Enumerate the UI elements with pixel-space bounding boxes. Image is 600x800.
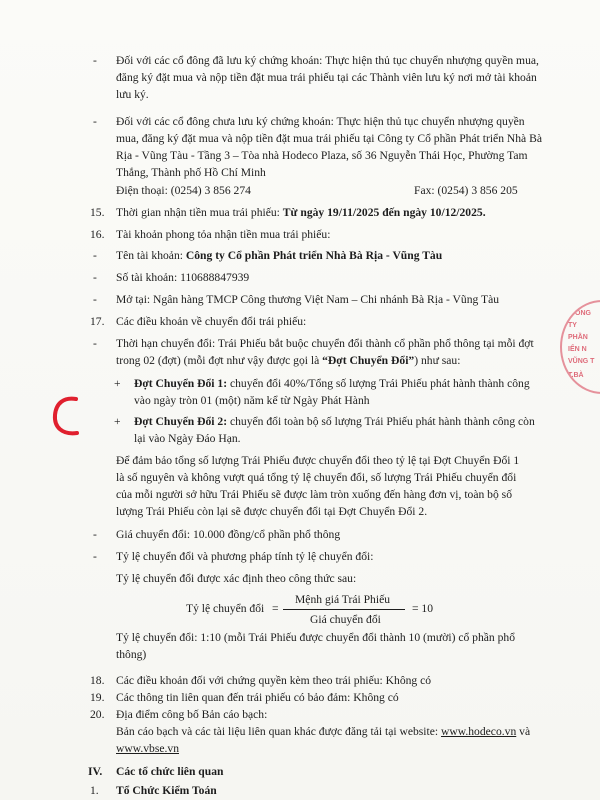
- para-line3: của mỗi người sở hữu Trái Phiếu sẽ được làm tròn xuống đến hàng đơn vị, toàn bộ số: [116, 488, 512, 501]
- phase2-text: chuyển đổi toàn bộ số lượng Trái Phiếu phát hành thành công còn: [229, 415, 535, 428]
- bullet2-line1: Đối với các cổ đông chưa lưu ký chứng khoán: Thực hiện thủ tục chuyển nhượng quyền: [116, 115, 525, 128]
- item-number: 20.: [90, 708, 105, 721]
- bullet-dash: -: [93, 528, 97, 541]
- phase2-title: Đợt Chuyển Đổi 2:: [134, 415, 230, 428]
- formula-numerator: Mệnh giá Trái Phiếu: [295, 593, 391, 606]
- formula-result: = 10: [412, 602, 434, 615]
- bullet2-line4: Thắng, Thành phố Hồ Chí Minh: [116, 166, 266, 179]
- bullet1-line2: đăng ký đặt mua và nộp tiền đặt mua trái phiếu tại các Thành viên lưu ký nơi mở tài khoản: [116, 71, 537, 84]
- item17-label: Các điều khoản về chuyển đổi trái phiếu:: [116, 315, 307, 328]
- bullet2-line3: Rịa - Vũng Tàu - Tầng 3 – Tòa nhà Hodeco Plaza, số 36 Nguyễn Thái Học, Phường Tam: [116, 149, 528, 162]
- term-line2: [116, 353, 460, 368]
- conversion-price: Giá chuyển đổi: 10.000 đồng/cổ phần phổ thông: [116, 528, 341, 541]
- section-title: Các tổ chức liên quan: [116, 765, 224, 778]
- account-name: [116, 248, 442, 263]
- item-number: 16.: [90, 228, 105, 241]
- bullet-dash: -: [93, 54, 97, 67]
- item-number: 17.: [90, 315, 105, 328]
- bullet-dash: -: [93, 271, 97, 284]
- red-pen-mark-icon: [50, 395, 80, 439]
- vbse-link[interactable]: www.vbse.vn: [116, 742, 180, 755]
- item20-line2-b: và: [516, 725, 531, 738]
- bank-name: Mở tại: Ngân hàng TMCP Công thương Việt Nam – Chi nhánh Bà Rịa - Vũng Tàu: [116, 293, 500, 306]
- item20-line3: [116, 741, 179, 756]
- item-number: 18.: [90, 674, 105, 687]
- ratio-title: Tỷ lệ chuyển đổi và phương pháp tính tỷ lệ chuyển đổi:: [116, 550, 374, 563]
- phone-text: Điện thoại: (0254) 3 856 274: [116, 184, 251, 197]
- item15-text: [116, 205, 486, 220]
- account-name-label: Tên tài khoản:: [116, 249, 186, 262]
- term-line2-b: “Đợt Chuyển Đổi”: [322, 354, 415, 367]
- bullet-dash: -: [93, 115, 97, 128]
- item18-text: Các điều khoản đối với chứng quyền kèm theo trái phiếu: Không có: [116, 674, 432, 687]
- phase1-title: Đợt Chuyển Đổi 1:: [134, 377, 230, 390]
- term-line2-a: trong 02 (đợt) (mỗi đợt như vậy được gọi là: [116, 354, 323, 367]
- bullet-dash: -: [93, 550, 97, 563]
- account-name-value: Công ty Cổ phần Phát triển Nhà Bà Rịa - Vũng Tàu: [185, 249, 443, 262]
- phase1-line2: vào ngày tròn 01 (một) năm kể từ Ngày Phát Hành: [134, 394, 370, 407]
- para-line2: là số nguyên và không vượt quá tổng tỷ lệ chuyển đổi, số lượng Trái Phiếu chuyển đổi: [116, 471, 517, 484]
- term-line2-c: ) như sau:: [414, 354, 461, 367]
- item19-text: Các thông tin liên quan đến trái phiếu có bảo đảm: Không có: [116, 691, 399, 704]
- phase2-line2: lại vào Ngày Đáo Hạn.: [134, 432, 241, 445]
- bullet-plus: +: [114, 377, 121, 390]
- formula-denominator: Giá chuyển đổi: [310, 613, 381, 626]
- hodeco-link[interactable]: www.hodeco.vn: [441, 725, 517, 738]
- para-line4: lượng Trái Phiếu còn lại sẽ được chuyển đổi tại Đợt Chuyển Đổi 2.: [116, 505, 428, 518]
- item-number: 15.: [90, 206, 105, 219]
- item-number: 19.: [90, 691, 105, 704]
- fax-text: Fax: (0254) 3 856 205: [414, 184, 518, 197]
- item20-line2-a: Bản cáo bạch và các tài liệu liên quan khác được đăng tải tại website:: [116, 725, 441, 738]
- para-line1: Để đảm bảo tổng số lượng Trái Phiếu được chuyển đổi theo tỷ lệ tại Đợt Chuyển Đổi 1: [116, 454, 520, 467]
- ratio-formula-intro: Tỷ lệ chuyển đổi được xác định theo công thức sau:: [116, 572, 357, 585]
- bullet1-line3: lưu ký.: [116, 88, 149, 101]
- phase2-line1: [134, 414, 535, 429]
- bullet-plus: +: [114, 415, 121, 428]
- formula-left: Tỷ lệ chuyển đổi: [186, 602, 265, 615]
- ratio-line1: Tỷ lệ chuyển đổi: 1:10 (mỗi Trái Phiếu được chuyển đổi thành 10 (mười) cổ phần phổ: [116, 631, 515, 644]
- phase1-text: chuyển đổi 40%/Tổng số lượng Trái Phiếu phát hành thành công: [229, 377, 530, 390]
- fraction-bar: [283, 609, 405, 610]
- company-seal-stamp-icon: C ÔNG TY PHẦN IỂN N VŨNG T T.BÀ: [560, 300, 600, 394]
- bullet-dash: -: [93, 293, 97, 306]
- account-number: Số tài khoản: 110688847939: [116, 271, 250, 284]
- section-number: IV.: [88, 765, 103, 778]
- item16-label: Tài khoản phong tỏa nhận tiền mua trái phiếu:: [116, 228, 331, 241]
- bullet1-line1: Đối với các cổ đông đã lưu ký chứng khoán: Thực hiện thủ tục chuyển nhượng quyền mua,: [116, 54, 539, 67]
- sub-title: Tổ Chức Kiểm Toán: [116, 784, 217, 797]
- item15-label: Thời gian nhận tiền mua trái phiếu:: [116, 206, 283, 219]
- bullet2-line2: mua, đăng ký đặt mua và nộp tiền đặt mua trái phiếu tại Công ty Cổ phần Phát triển Nhà Bà: [116, 132, 542, 145]
- item20-line2: [116, 724, 530, 739]
- phase1-line1: [134, 376, 530, 391]
- formula-equals: =: [272, 602, 279, 615]
- ratio-line2: thông): [116, 648, 147, 661]
- item20-text: Địa điểm công bố Bản cáo bạch:: [116, 708, 268, 721]
- item15-dates: Từ ngày 19/11/2025 đến ngày 10/12/2025.: [282, 206, 486, 219]
- sub-number: 1.: [90, 784, 99, 797]
- bullet-dash: -: [93, 337, 97, 350]
- term-line1: Thời hạn chuyển đổi: Trái Phiếu bắt buộc chuyển đổi thành cổ phần phổ thông tại mỗi đợt: [116, 337, 534, 350]
- bullet-dash: -: [93, 249, 97, 262]
